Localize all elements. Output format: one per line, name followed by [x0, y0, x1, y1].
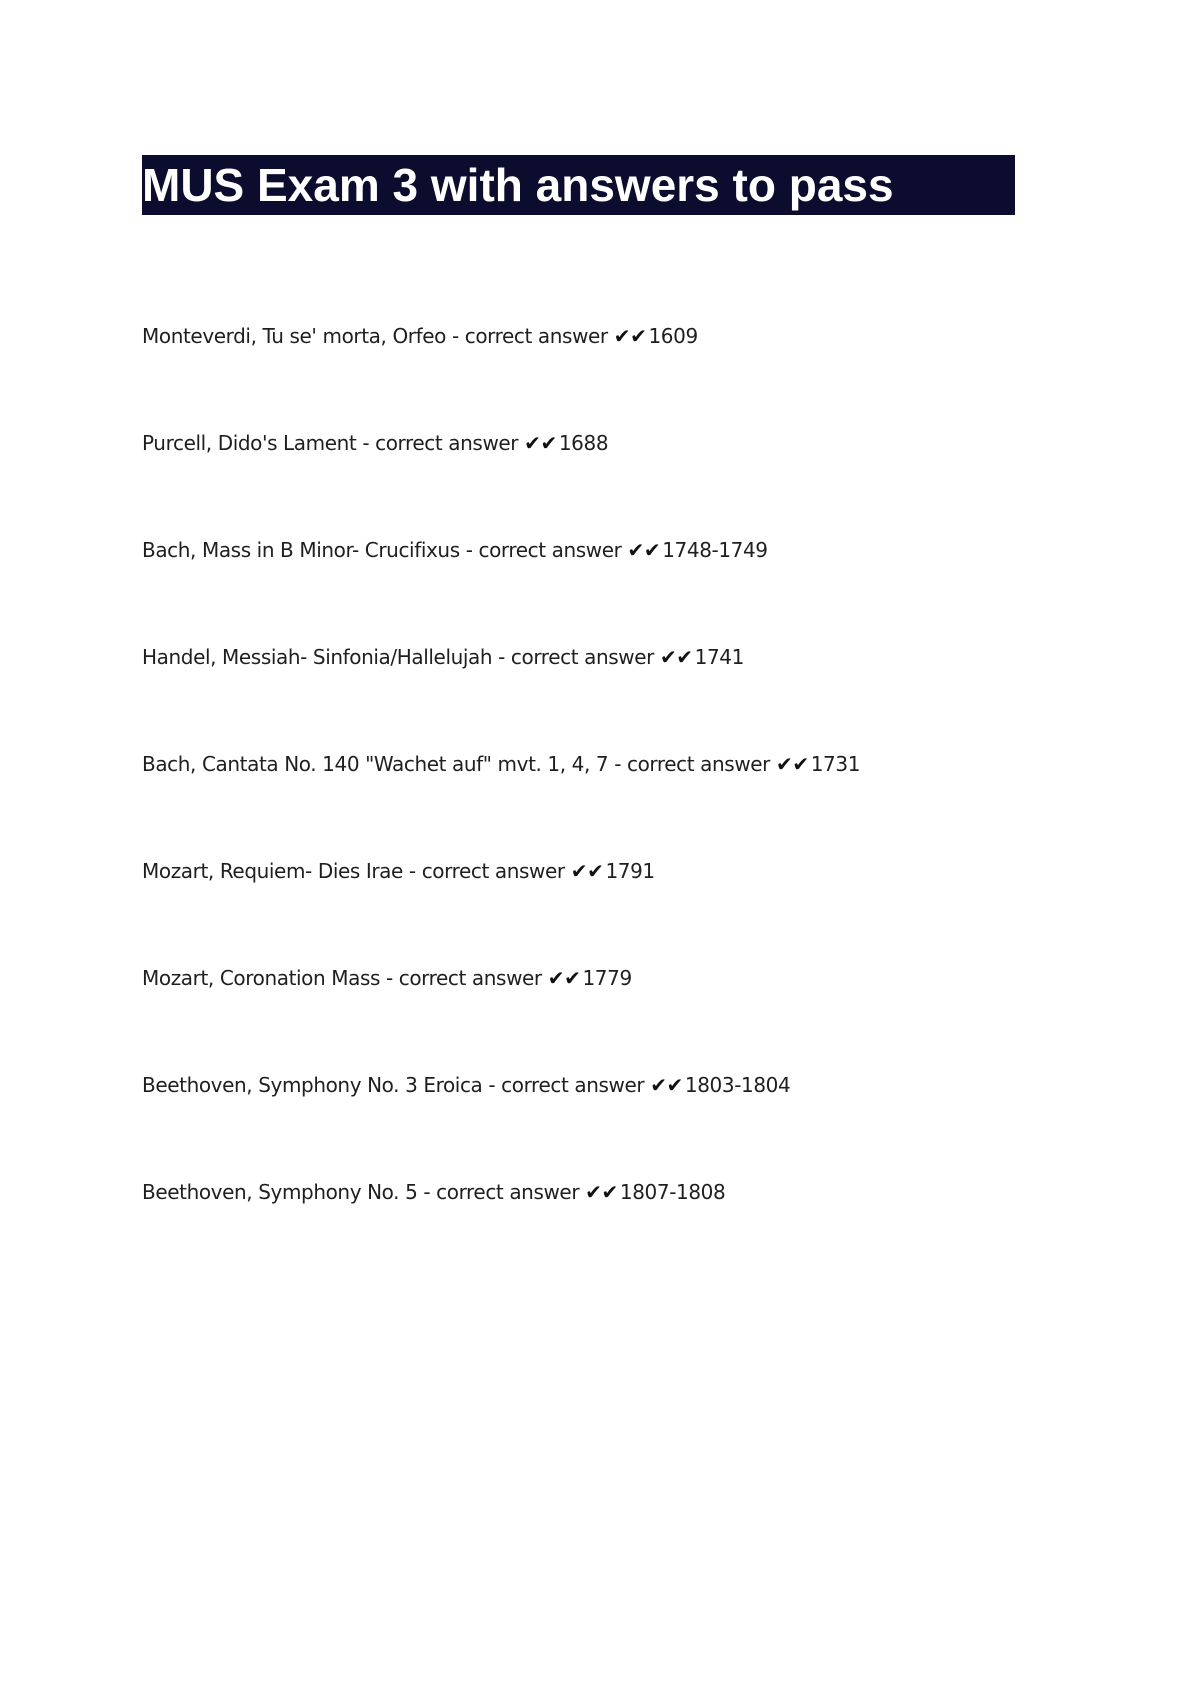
document-title: MUS Exam 3 with answers to pass	[142, 159, 894, 211]
double-check-icon: ✔✔	[524, 431, 557, 455]
answer-value: 1748-1749	[662, 538, 768, 562]
question-text: Purcell, Dido's Lament	[142, 431, 357, 455]
list-item: Bach, Mass in B Minor- Crucifixus - correct answer ✔✔ 1748-1749	[142, 532, 1092, 639]
double-check-icon: ✔✔	[627, 538, 661, 562]
answer-label: correct answer	[464, 324, 608, 348]
answer-label: correct answer	[375, 431, 519, 455]
list-item: Beethoven, Symphony No. 3 Eroica - correct answer ✔✔ 1803-1804	[142, 1067, 1092, 1174]
list-item: Beethoven, Symphony No. 5 - correct answer ✔✔ 1807-1808	[142, 1174, 1092, 1281]
list-item: Purcell, Dido's Lament - correct answer ✔✔ 1688	[142, 425, 1092, 532]
answer-label: correct answer	[478, 538, 622, 562]
answer-label: correct answer	[436, 1180, 580, 1204]
answer-value: 1609	[648, 324, 698, 348]
answer-label: correct answer	[421, 859, 565, 883]
answer-label: correct answer	[626, 752, 771, 776]
list-item: Bach, Cantata No. 140 "Wachet auf" mvt. 1, 4, 7 - correct answer ✔✔ 1731	[142, 746, 1092, 853]
double-check-icon: ✔✔	[659, 645, 693, 669]
title-banner	[142, 155, 1015, 215]
double-check-icon: ✔✔	[585, 1180, 618, 1204]
answer-value: 1779	[582, 966, 632, 990]
answer-value: 1741	[694, 645, 744, 669]
question-text: Beethoven, Symphony No. 5	[142, 1180, 418, 1204]
double-check-icon: ✔✔	[613, 324, 647, 348]
question-text: Bach, Mass in B Minor- Crucifixus	[142, 538, 460, 562]
answer-value: 1791	[605, 859, 655, 883]
double-check-icon: ✔✔	[776, 752, 809, 776]
answer-value: 1688	[558, 431, 609, 455]
question-text: Bach, Cantata No. 140 "Wachet auf" mvt. 1, 4, 7	[142, 752, 609, 776]
answer-value: 1803-1804	[684, 1073, 791, 1097]
question-text: Monteverdi, Tu se' morta, Orfeo	[142, 324, 446, 348]
list-item: Mozart, Requiem- Dies Irae - correct answer ✔✔ 1791	[142, 853, 1092, 960]
list-item: Monteverdi, Tu se' morta, Orfeo - correct answer ✔✔ 1609	[142, 318, 1092, 425]
answer-label: correct answer	[398, 966, 542, 990]
list-item: Mozart, Coronation Mass - correct answer ✔✔ 1779	[142, 960, 1092, 1067]
answer-label: correct answer	[510, 645, 654, 669]
double-check-icon: ✔✔	[547, 966, 581, 990]
question-text: Mozart, Coronation Mass	[142, 966, 380, 990]
question-text: Handel, Messiah- Sinfonia/Hallelujah	[142, 645, 493, 669]
double-check-icon: ✔✔	[650, 1073, 683, 1097]
double-check-icon: ✔✔	[570, 859, 604, 883]
qa-list	[142, 318, 1092, 1281]
question-text: Beethoven, Symphony No. 3 Eroica	[142, 1073, 483, 1097]
answer-label: correct answer	[501, 1073, 645, 1097]
answer-value: 1731	[810, 752, 861, 776]
list-item: Handel, Messiah- Sinfonia/Hallelujah - correct answer ✔✔ 1741	[142, 639, 1092, 746]
answer-value: 1807-1808	[619, 1180, 726, 1204]
question-text: Mozart, Requiem- Dies Irae	[142, 859, 403, 883]
